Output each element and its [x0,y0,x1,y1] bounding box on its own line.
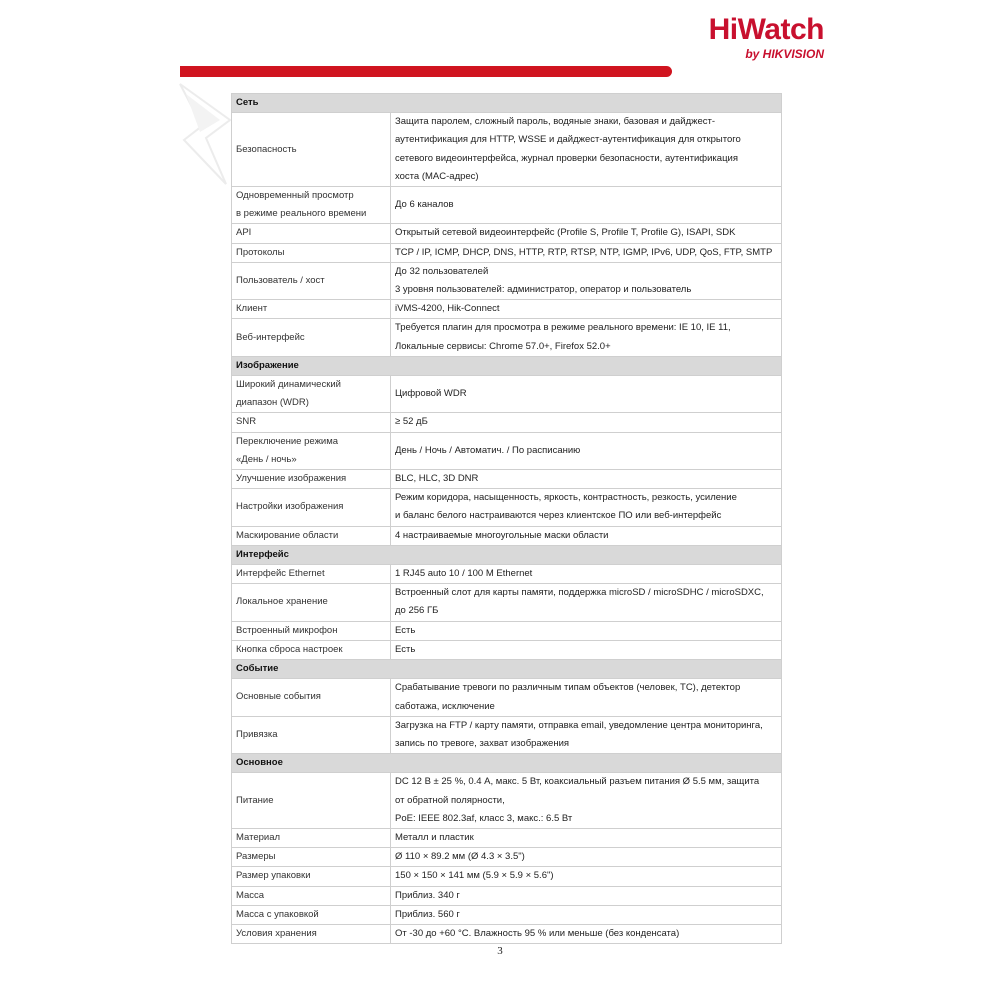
spec-label-line: в режиме реального времени [236,208,367,220]
spec-row [232,526,782,545]
section-title: Основное [232,754,782,773]
spec-row [232,243,782,262]
spec-label-line: диапазон (WDR) [236,397,309,409]
spec-label-line: Встроенный микрофон [236,624,338,636]
spec-row [232,584,782,621]
spec-label-line: Локальное хранение [236,596,328,608]
spec-value-line: 150 × 150 × 141 мм (5.9 × 5.9 × 5.6") [395,870,554,882]
spec-label [232,113,391,187]
spec-value [391,905,782,924]
spec-label [232,376,391,413]
spec-row [232,621,782,640]
spec-label-line: Безопасность [236,143,297,155]
spec-row [232,300,782,319]
spec-value-line: DC 12 В ± 25 %, 0.4 А, макс. 5 Вт, коаксиальный разъем питания Ø 5.5 мм, защита [395,776,760,788]
spec-label-line: «День / ночь» [236,453,297,465]
spec-value-line: Срабатывание тревоги по различным типам объектов (человек, ТС), детектор [395,682,741,694]
spec-label [232,773,391,829]
spec-label-line: Веб-интерфейс [236,331,305,343]
spec-row [232,187,782,224]
brand-subtitle: by HIKVISION [745,47,824,61]
spec-value-line: хоста (MAC-адрес) [395,170,479,182]
spec-row [232,432,782,469]
hiwatch-logo [664,12,824,72]
section-title: Событие [232,660,782,679]
spec-value [391,640,782,659]
spec-value [391,621,782,640]
spec-value-line: До 32 пользователей [395,265,489,277]
spec-value-line: аутентификация для HTTP, WSSE и дайджест-аутентификация для открытого [395,134,741,146]
spec-label [232,924,391,943]
spec-value-line: От -30 до +60 °С. Влажность 95 % или меньше (без конденсата) [395,927,680,939]
section-header [232,356,782,375]
brand-name: HiWatch [708,13,824,46]
spec-row [232,224,782,243]
spec-label-line: Масса с упаковкой [236,908,319,920]
spec-row [232,828,782,847]
spec-row [232,640,782,659]
spec-label-line: Условия хранения [236,927,317,939]
spec-label [232,243,391,262]
spec-label [232,679,391,716]
spec-row [232,924,782,943]
spec-value-line: Металл и пластик [395,831,474,843]
spec-label-line: Пользователь / хост [236,274,325,286]
spec-row [232,773,782,829]
section-header [232,94,782,113]
spec-row [232,319,782,356]
spec-value-line: PoE: IEEE 802.3af, класс 3, макс.: 6.5 Вт [395,812,573,824]
spec-value [391,886,782,905]
spec-label [232,565,391,584]
spec-value [391,584,782,621]
spec-row [232,413,782,432]
spec-label [232,716,391,753]
spec-value [391,848,782,867]
spec-value-line: Есть [395,624,416,636]
spec-value-line: Встроенный слот для карты памяти, поддержка microSD / microSDHC / microSDXC, [395,587,764,599]
spec-label-line: Настройки изображения [236,501,344,513]
spec-label [232,886,391,905]
spec-value [391,262,782,299]
spec-label [232,526,391,545]
spec-label [232,224,391,243]
spec-value [391,773,782,829]
section-title: Интерфейс [232,545,782,564]
watermark-graphic [176,80,236,190]
spec-value [391,432,782,469]
page-number: 3 [497,945,503,957]
spec-label-line: Улучшение изображения [236,473,347,485]
spec-value [391,376,782,413]
spec-row [232,565,782,584]
spec-row [232,489,782,526]
spec-label [232,187,391,224]
specifications-table [231,93,782,944]
spec-value-line: TCP / IP, ICMP, DHCP, DNS, HTTP, RTP, RTSP, NTP, IGMP, IPv6, UDP, QoS, FTP, SMTP [395,246,773,258]
spec-value [391,300,782,319]
spec-value-line: BLC, HLC, 3D DNR [395,473,479,485]
spec-label-line: Интерфейс Ethernet [236,568,325,580]
spec-value [391,679,782,716]
specifications-body [232,94,782,944]
spec-value-line: Локальные сервисы: Chrome 57.0+, Firefox 52.0+ [395,340,611,352]
spec-label-line: Масса [236,889,265,901]
spec-row [232,679,782,716]
spec-value-line: Загрузка на FTP / карту памяти, отправка email, уведомление центра мониторинга, [395,719,763,731]
spec-label [232,640,391,659]
spec-value [391,319,782,356]
spec-label-line: Привязка [236,728,278,740]
spec-label [232,867,391,886]
section-header [232,660,782,679]
spec-row [232,848,782,867]
spec-row [232,376,782,413]
spec-value-line: Приблиз. 560 г [395,908,460,920]
spec-value-line: 4 настраиваемые многоугольные маски области [395,529,609,541]
spec-label-line: Основные события [236,691,321,703]
spec-value-line: До 6 каналов [395,199,454,211]
spec-value [391,924,782,943]
spec-label [232,828,391,847]
spec-value-line: до 256 ГБ [395,605,439,617]
spec-value [391,470,782,489]
spec-value-line: ≥ 52 дБ [395,416,428,428]
spec-label-line: Переключение режима [236,435,339,447]
spec-value-line: запись по тревоге, захват изображения [395,737,570,749]
spec-row [232,113,782,187]
spec-row [232,886,782,905]
spec-value [391,716,782,753]
spec-label-line: Клиент [236,303,268,315]
spec-label [232,584,391,621]
spec-label-line: Питание [236,794,274,806]
spec-value [391,489,782,526]
spec-label [232,470,391,489]
spec-label-line: Протоколы [236,246,285,258]
spec-value-line: Защита паролем, сложный пароль, водяные знаки, базовая и дайджест- [395,116,716,128]
spec-value-line: от обратной полярности, [395,794,505,806]
spec-row [232,905,782,924]
section-header [232,545,782,564]
spec-label-line: Размеры [236,851,276,863]
spec-value [391,224,782,243]
spec-value-line: Есть [395,643,416,655]
spec-label [232,848,391,867]
spec-label-line: Размер упаковки [236,870,311,882]
spec-label [232,621,391,640]
spec-value [391,243,782,262]
spec-label-line: API [236,227,252,239]
spec-value [391,828,782,847]
spec-value [391,565,782,584]
spec-value-line: саботажа, исключение [395,700,495,712]
spec-value [391,187,782,224]
spec-value-line: Требуется плагин для просмотра в режиме реального времени: IE 10, IE 11, [395,322,731,334]
spec-value [391,113,782,187]
section-title: Изображение [232,356,782,375]
spec-value [391,413,782,432]
spec-value-line: Ø 110 × 89.2 мм (Ø 4.3 × 3.5") [395,851,525,863]
header-accent-bar [180,66,672,77]
spec-label [232,262,391,299]
spec-value-line: Приблиз. 340 г [395,889,460,901]
spec-label-line: Кнопка сброса настроек [236,643,343,655]
spec-label [232,489,391,526]
spec-row [232,470,782,489]
spec-label-line: SNR [236,416,257,428]
spec-label [232,905,391,924]
spec-value [391,867,782,886]
spec-value-line: Открытый сетевой видеоинтерфейс (Profile S, Profile T, Profile G), ISAPI, SDK [395,227,736,239]
spec-value-line: iVMS-4200, Hik-Connect [395,303,500,315]
spec-value-line: и баланс белого настраиваются через клиентское ПО или веб-интерфейс [395,510,722,522]
spec-row [232,262,782,299]
spec-label [232,413,391,432]
spec-label-line: Широкий динамический [236,379,341,391]
spec-value-line: День / Ночь / Автоматич. / По расписанию [395,444,581,456]
spec-label-line: Одновременный просмотр [236,190,354,202]
spec-value-line: сетевого видеоинтерфейса, журнал проверки безопасности, аутентификация [395,152,738,164]
section-title: Сеть [232,94,782,113]
section-header [232,754,782,773]
spec-value-line: 3 уровня пользователей: администратор, оператор и пользователь [395,284,692,296]
spec-value [391,526,782,545]
spec-value-line: 1 RJ45 auto 10 / 100 M Ethernet [395,568,533,580]
spec-value-line: Цифровой WDR [395,388,467,400]
spec-label [232,300,391,319]
spec-row [232,867,782,886]
spec-label [232,319,391,356]
spec-label-line: Маскирование области [236,529,339,541]
spec-label [232,432,391,469]
spec-value-line: Режим коридора, насыщенность, яркость, контрастность, резкость, усиление [395,492,737,504]
spec-row [232,716,782,753]
spec-label-line: Материал [236,831,281,843]
